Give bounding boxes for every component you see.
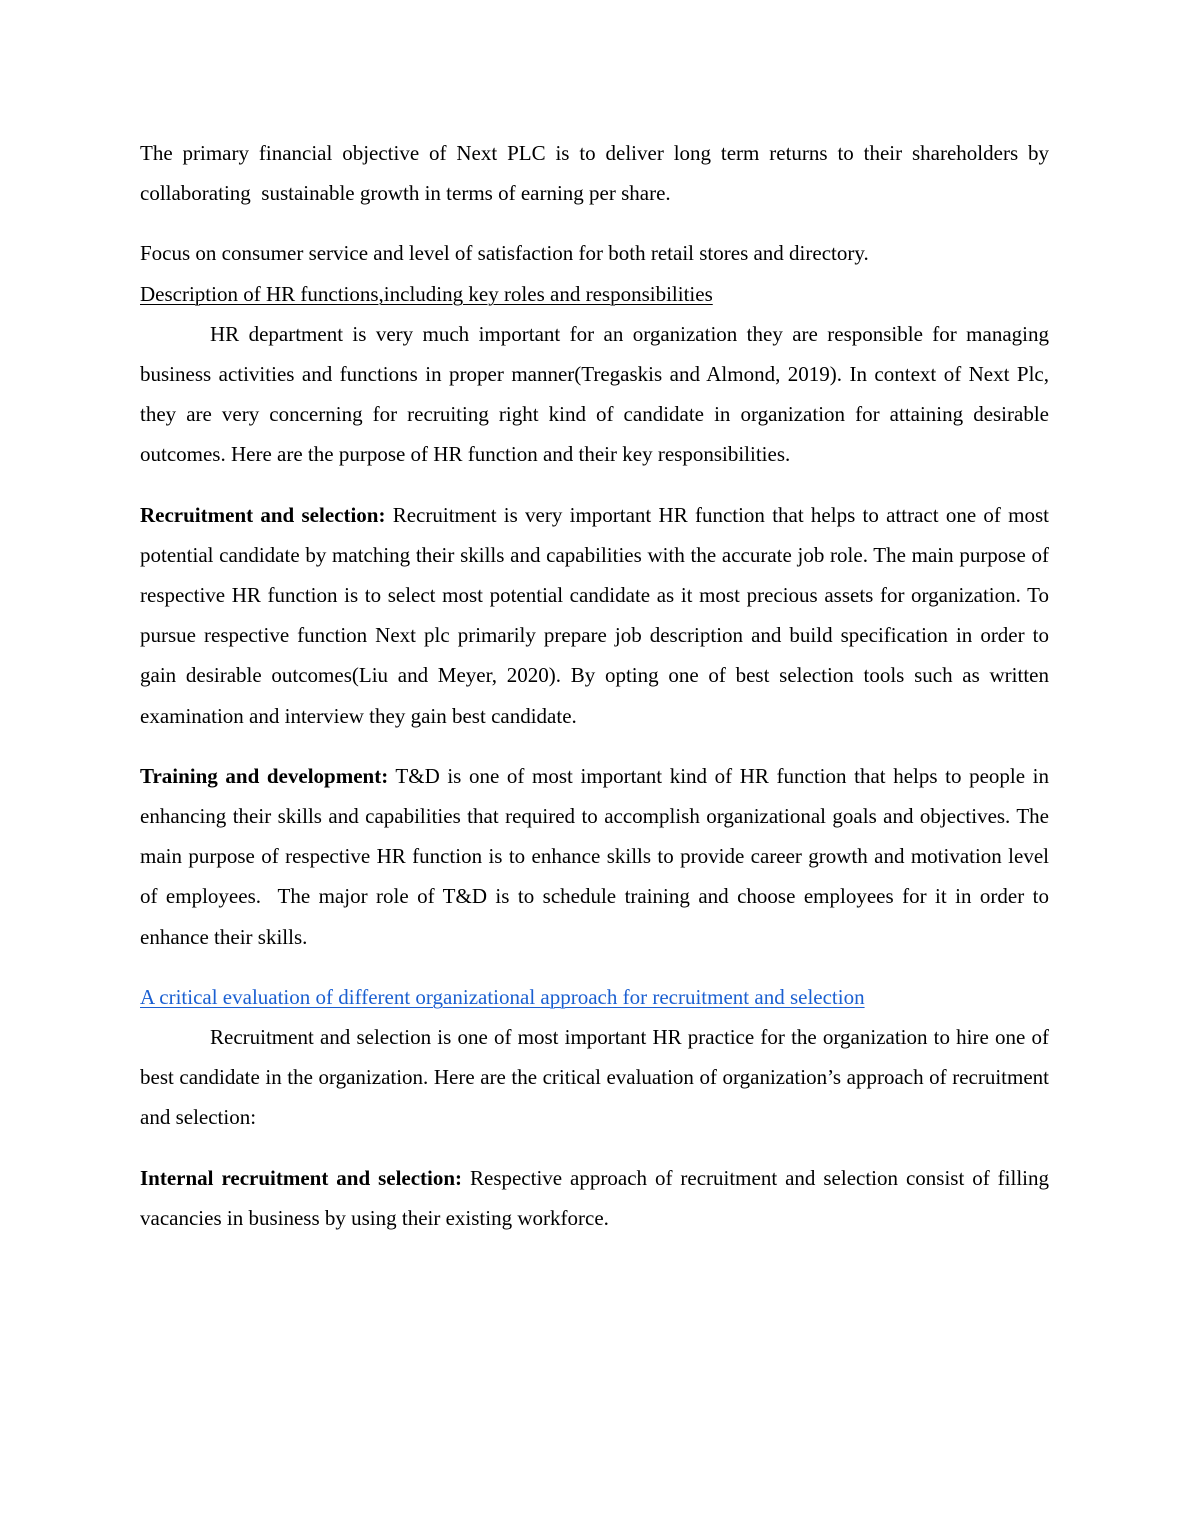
paragraph-training-development [140, 756, 1055, 957]
paragraph-consumer-service: Focus on consumer service and level of satisfaction for both retail stores and directory. [140, 241, 869, 266]
section-heading-critical-evaluation [140, 977, 1049, 1017]
label-recruitment-selection: Recruitment and selection: [140, 502, 386, 527]
text-internal-recruitment: Respective approach of recruitment and selection consist of filling vacancies in business by using their existing workforce. [140, 1165, 1049, 1230]
paragraph-hr-department: HR department is very much important for an organization they are responsible for managing business activities and functions in proper manner(Tregaskis and Almond, 2019). In context of Next Plc, they are very concerning for recruiting right kind of candidate in organization for attaining desirable outcomes. Here are the purpose of HR function and their key responsibilities. [140, 321, 1049, 467]
text-recruitment-selection: Recruitment is very important HR function that helps to attract one of most potential candidate by matching their skills and capabilities with the accurate job role. The main purpose of respective HR function is to select most potential candidate as it most precious assets for organization. To pursue respective function Next plc primarily prepare job description and build specification in order to gain desirable outcomes(Liu and Meyer, 2020). By opting one of best selection tools such as written examination and interview they gain best candidate. [140, 502, 1049, 728]
text-training-development: T&D is one of most important kind of HR function that helps to people in enhancing their skills and capabilities that required to accomplish organizational goals and objectives. The main purpose of respective HR function is to enhance skills to provide career growth and motivation level of employees. The major role of T&D is to schedule training and choose employees for it in order to enhance their skills. [140, 763, 1055, 949]
paragraph-internal-recruitment [140, 1158, 1049, 1238]
paragraph-financial-objective: The primary financial objective of Next PLC is to deliver long term returns to their shareholders by collaborating sustainable growth in terms of earning per share. [140, 141, 1055, 206]
label-training-development: Training and development: [140, 763, 389, 788]
section-heading-hr-functions: Description of HR functions,including key roles and responsibilities [140, 281, 713, 306]
paragraph-recruitment-practice: Recruitment and selection is one of most important HR practice for the organization to hire one of best candidate in the organization. Here are the critical evaluation of organization’s approach of recruitment and selection: [140, 1025, 1049, 1130]
document-page [140, 133, 1055, 1238]
paragraph-recruitment-selection [140, 495, 1049, 736]
critical-evaluation-link[interactable]: A critical evaluation of different organizational approach for recruitment and selection [140, 984, 865, 1009]
label-internal-recruitment: Internal recruitment and selection: [140, 1165, 463, 1190]
